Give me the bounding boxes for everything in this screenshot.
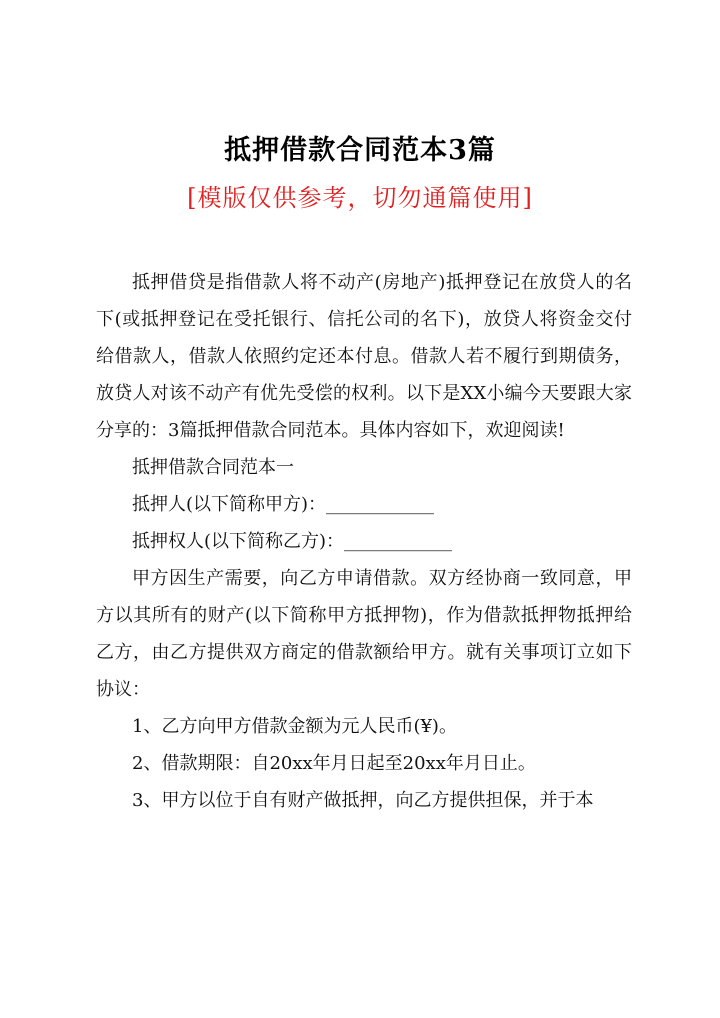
mortgagor-line: 抵押人(以下简称甲方)：____________	[132, 494, 435, 515]
mortgagee-line: 抵押权人(以下简称乙方)：____________	[132, 531, 453, 552]
intro-paragraph: 抵押借贷是指借款人将不动产(房地产)抵押登记在放贷人的名下(或抵押登记在受托银行、信托公司的名下)，放贷人将资金交付给借款人，借款人依照约定还本付息。借款人若不履行到期债务，放贷人对该不动产有优先受偿的权利。以下是XX小编今天要跟大家分享的：3篇抵押借款合同范本。具体内容如下，欢迎阅读!	[96, 272, 632, 441]
contract-heading: 抵押借款合同范本一	[132, 457, 294, 478]
document-title: 抵押借款合同范本3篇	[224, 135, 496, 166]
clause-1: 1、乙方向甲方借款金额为元人民币(¥)。	[132, 716, 457, 737]
clause-2: 2、借款期限：自20xx年月日起至20xx年月日止。	[132, 753, 536, 774]
document-body	[96, 264, 632, 819]
template-disclaimer: [模版仅供参考，切勿通篇使用]	[187, 184, 533, 212]
agreement-preamble: 甲方因生产需要，向乙方申请借款。双方经协商一致同意，甲方以其所有的财产(以下简称甲方抵押物)，作为借款抵押物抵押给乙方，由乙方提供双方商定的借款额给甲方。就有关事项订立如下协议：	[96, 568, 632, 700]
clause-3: 3、甲方以位于自有财产做抵押，向乙方提供担保，并于本	[132, 790, 594, 811]
